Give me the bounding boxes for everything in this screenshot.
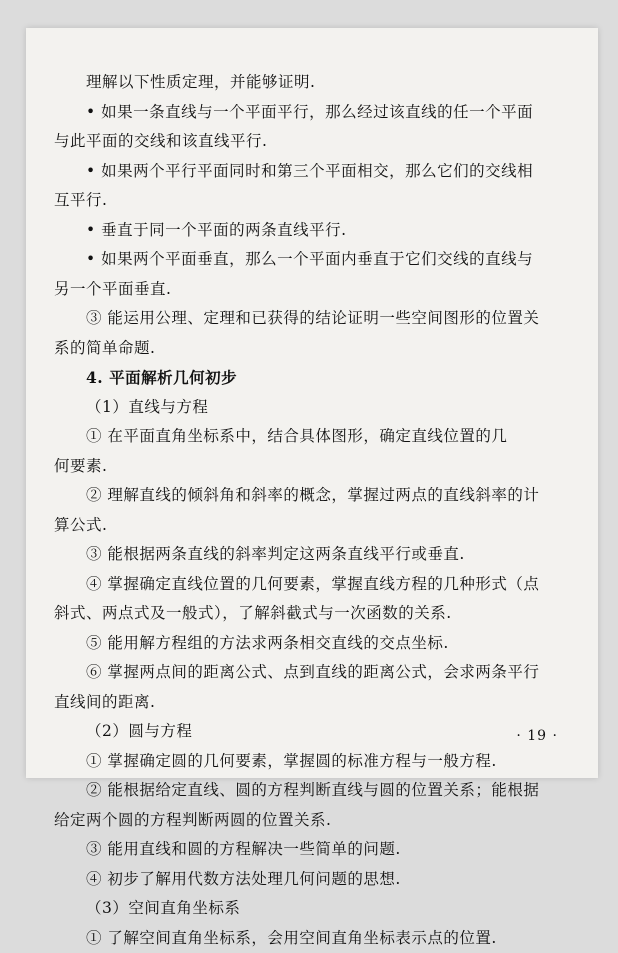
text-line: ② 理解直线的倾斜角和斜率的概念，掌握过两点的直线斜率的计 <box>54 481 594 511</box>
text-line: ③ 能用直线和圆的方程解决一些简单的问题. <box>54 835 594 865</box>
text-line: 理解以下性质定理，并能够证明. <box>54 68 594 98</box>
text-line: 斜式、两点式及一般式），了解斜截式与一次函数的关系. <box>54 599 594 629</box>
text-line: ① 在平面直角坐标系中，结合具体图形，确定直线位置的几 <box>54 422 594 452</box>
text-line: ④ 掌握确定直线位置的几何要素，掌握直线方程的几种形式（点 <box>54 570 594 600</box>
text-line: 另一个平面垂直. <box>54 275 594 305</box>
text-line: ③ 能根据两条直线的斜率判定这两条直线平行或垂直. <box>54 540 594 570</box>
text-line: ⑤ 能用解方程组的方法求两条相交直线的交点坐标. <box>54 629 594 659</box>
subsection-heading: （3）空间直角坐标系 <box>54 894 594 924</box>
text-line: 算公式. <box>54 511 594 541</box>
text-line: 系的简单命题. <box>54 334 594 364</box>
text-line: 直线间的距离. <box>54 688 594 718</box>
section-heading: 4. 平面解析几何初步 <box>54 363 594 393</box>
text-line: ⑥ 掌握两点间的距离公式、点到直线的距离公式，会求两条平行 <box>54 658 594 688</box>
text-line: 何要素. <box>54 452 594 482</box>
text-line: 与此平面的交线和该直线平行. <box>54 127 594 157</box>
text-line: ① 掌握确定圆的几何要素，掌握圆的标准方程与一般方程. <box>54 747 594 777</box>
bullet-line: • 如果两个平行平面同时和第三个平面相交，那么它们的交线相 <box>54 157 594 187</box>
bullet-line: • 垂直于同一个平面的两条直线平行. <box>54 216 594 246</box>
text-line: 给定两个圆的方程判断两圆的位置关系. <box>54 806 594 836</box>
document-page <box>26 28 598 778</box>
page-number: · 19 · <box>516 728 558 744</box>
text-line: ③ 能运用公理、定理和已获得的结论证明一些空间图形的位置关 <box>54 304 594 334</box>
text-line: ④ 初步了解用代数方法处理几何问题的思想. <box>54 865 594 895</box>
bullet-line: • 如果两个平面垂直，那么一个平面内垂直于它们交线的直线与 <box>54 245 594 275</box>
page-body <box>54 68 594 953</box>
text-line: ② 能根据给定直线、圆的方程判断直线与圆的位置关系；能根据 <box>54 776 594 806</box>
subsection-heading: （2）圆与方程 <box>54 717 594 747</box>
text-line: ① 了解空间直角坐标系，会用空间直角坐标表示点的位置. <box>54 924 594 953</box>
bullet-line: • 如果一条直线与一个平面平行，那么经过该直线的任一个平面 <box>54 98 594 128</box>
subsection-heading: （1）直线与方程 <box>54 393 594 423</box>
text-line: 互平行. <box>54 186 594 216</box>
